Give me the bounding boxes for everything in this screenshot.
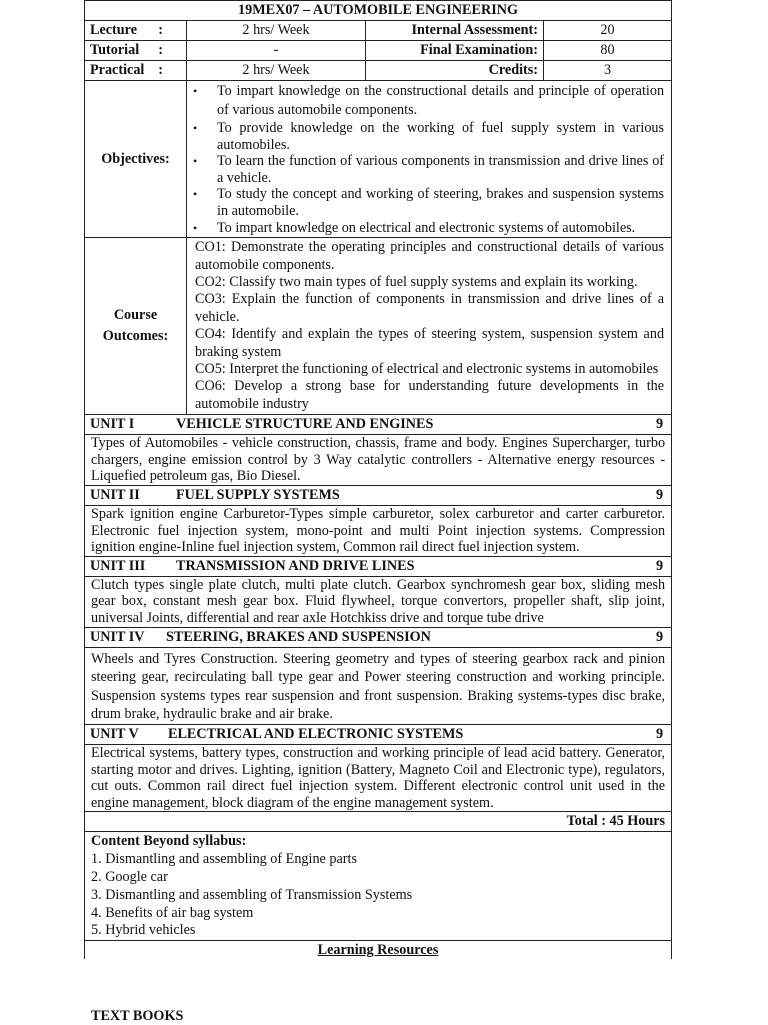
unit-content-row bbox=[85, 506, 672, 557]
unit-hours: 9 bbox=[655, 557, 664, 574]
final-examination-value: 80 bbox=[544, 41, 672, 61]
lecture-row bbox=[85, 21, 672, 41]
syllabus-sheet bbox=[84, 0, 671, 959]
unit-content-row bbox=[85, 744, 672, 811]
unit-content-row bbox=[85, 435, 672, 486]
unit-content: Clutch types single plate clutch, multi plate clutch. Gearbox synchromesh gear box, sliding mesh gear box, constant mesh gear box. Fluid flywheel, torque convertors, propeller shaft, slip joint, universal Joints, differential and rear axle Hotchkiss drive and torque tube drive bbox=[85, 576, 672, 627]
final-examination-label: Final Examination: bbox=[366, 41, 544, 61]
outcome-item: CO1: Demonstrate the operating principles and constructional details of various automobile components. bbox=[195, 239, 665, 273]
practical-label: Practical : bbox=[85, 61, 187, 81]
unit-header bbox=[85, 627, 672, 647]
outcomes-label: Course Outcomes: bbox=[85, 238, 187, 415]
unit-header bbox=[85, 724, 672, 744]
outcomes-cell bbox=[187, 238, 672, 415]
unit-content: Wheels and Tyres Construction. Steering geometry and types of steering gearbox rack and pinion steering gear, recirculating ball type gear and Power steering construction and working principle. Suspension systems types rear suspension and front suspension. Braking systems-types disc brake, drum brake, hydraulic brake and air brake. bbox=[85, 647, 672, 724]
objectives-label: Objectives: bbox=[85, 81, 187, 238]
unit-header bbox=[85, 415, 672, 435]
unit-content: Electrical systems, battery types, construction and working principle of lead acid battery. Generator, starting motor and drives. Lighting, ignition (Battery, Magneto Coil and Electronic type), regulators, cut outs. Common rail direct fuel injection system. Different electronic control unit used in the engine management, block diagram of the engine management system. bbox=[85, 744, 672, 811]
unit-content: Types of Automobiles - vehicle construction, chassis, frame and body. Engines Supercharger, turbo chargers, engine emission control by 3 Way catalytic controllers - Alternative energy resources - Liquefied petroleum gas, Bio Diesel. bbox=[85, 435, 672, 486]
total-row bbox=[85, 812, 672, 832]
unit-header bbox=[85, 486, 672, 506]
unit-number: UNIT I bbox=[90, 416, 135, 433]
objective-item: • To provide knowledge on the working of fuel supply system in various automobiles. bbox=[217, 120, 664, 153]
content-beyond-item: 3. Dismantling and assembling of Transmission Systems bbox=[91, 886, 413, 903]
course-title: 19MEX07 – AUTOMOBILE ENGINEERING bbox=[85, 1, 672, 21]
objectives-list bbox=[193, 82, 664, 236]
internal-assessment-label: Internal Assessment: bbox=[366, 21, 544, 41]
content-beyond-item: 1. Dismantling and assembling of Engine parts bbox=[91, 851, 357, 868]
objective-item: • To impart knowledge on electrical and electronic systems of automobiles. bbox=[217, 220, 664, 237]
unit-title: ELECTRICAL AND ELECTRONIC SYSTEMS bbox=[168, 725, 464, 742]
unit-title: VEHICLE STRUCTURE AND ENGINES bbox=[176, 416, 434, 433]
practical-row bbox=[85, 61, 672, 81]
objectives-row bbox=[85, 81, 672, 238]
tutorial-value: - bbox=[187, 41, 366, 61]
credits-value: 3 bbox=[544, 61, 672, 81]
content-beyond-cell bbox=[85, 832, 672, 941]
tutorial-row bbox=[85, 41, 672, 61]
unit-number: UNIT V bbox=[90, 725, 139, 742]
outcome-item: CO6: Develop a strong base for understanding future developments in the automobile industry bbox=[195, 378, 665, 412]
outcome-item: CO2: Classify two main types of fuel supply systems and explain its working. bbox=[195, 273, 638, 290]
unit-hours: 9 bbox=[655, 725, 664, 742]
objective-item: • To impart knowledge on the constructional details and principle of operation of various automobile components. bbox=[217, 82, 664, 120]
objective-item: • To learn the function of various components in transmission and drive lines of a vehicle. bbox=[217, 153, 664, 186]
tutorial-label: Tutorial : bbox=[85, 41, 187, 61]
learning-resources-heading: Learning Resources bbox=[85, 941, 672, 960]
content-beyond-item: 4. Benefits of air bag system bbox=[91, 904, 254, 921]
outcome-item: CO4: Identify and explain the types of steering system, suspension system and braking system bbox=[195, 326, 665, 360]
text-books-heading: TEXT BOOKS bbox=[91, 1008, 184, 1024]
outcome-item: CO3: Explain the function of components in transmission and drive lines of a vehicle. bbox=[195, 291, 665, 325]
unit-title: FUEL SUPPLY SYSTEMS bbox=[176, 487, 340, 503]
unit-content-row bbox=[85, 576, 672, 627]
content-beyond-heading: Content Beyond syllabus: bbox=[91, 833, 247, 850]
unit-number: UNIT III bbox=[90, 557, 146, 574]
content-beyond-row bbox=[85, 832, 672, 941]
lecture-label: Lecture : bbox=[85, 21, 187, 41]
unit-number: UNIT II bbox=[90, 487, 140, 503]
objective-item: • To study the concept and working of steering, brakes and suspension systems in automobile. bbox=[217, 186, 664, 219]
course-title-row bbox=[85, 1, 672, 21]
unit-header bbox=[85, 556, 672, 576]
unit-title: TRANSMISSION AND DRIVE LINES bbox=[176, 557, 415, 574]
objectives-cell bbox=[187, 81, 672, 238]
unit-hours: 9 bbox=[655, 487, 664, 503]
learning-resources-row bbox=[85, 941, 672, 960]
practical-value: 2 hrs/ Week bbox=[187, 61, 366, 81]
unit-number: UNIT IV bbox=[90, 628, 145, 645]
content-beyond-item: 5. Hybrid vehicles bbox=[91, 922, 196, 939]
unit-content: Spark ignition engine Carburetor-Types simple carburetor, solex carburetor and carter carburetor. Electronic fuel injection system, mono-point and multi Point injection systems. Compression ignition engine-Inline fuel injection system, Common rail direct fuel injection system. bbox=[85, 506, 672, 557]
total-hours: Total : 45 Hours bbox=[85, 812, 672, 832]
unit-hours: 9 bbox=[655, 628, 664, 645]
outcomes-row bbox=[85, 238, 672, 415]
unit-title: STEERING, BRAKES AND SUSPENSION bbox=[166, 628, 431, 645]
credits-label: Credits: bbox=[366, 61, 544, 81]
syllabus-table bbox=[84, 0, 672, 959]
unit-content-row bbox=[85, 647, 672, 724]
unit-hours: 9 bbox=[655, 416, 664, 433]
content-beyond-item: 2. Google car bbox=[91, 868, 168, 885]
lecture-value: 2 hrs/ Week bbox=[187, 21, 366, 41]
internal-assessment-value: 20 bbox=[544, 21, 672, 41]
outcome-item: CO5: Interpret the functioning of electrical and electronic systems in automobiles bbox=[195, 361, 659, 377]
